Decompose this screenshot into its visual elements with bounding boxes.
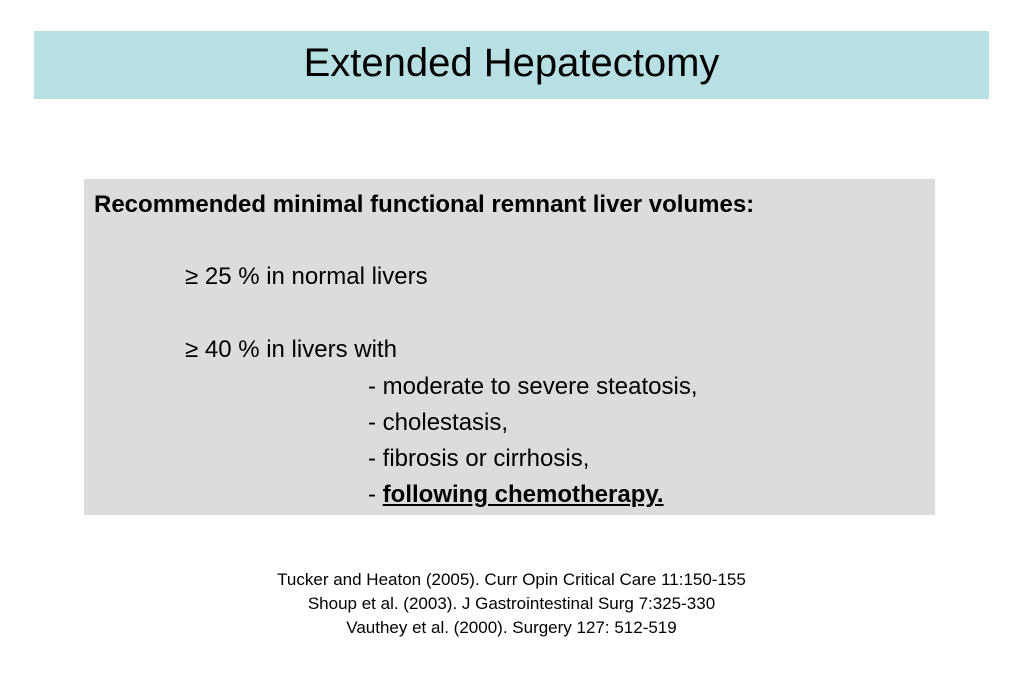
- condition-chemotherapy: [368, 483, 664, 507]
- title-bar: [34, 31, 989, 99]
- condition-steatosis: - moderate to severe steatosis,: [368, 373, 698, 400]
- recommendation-heading: Recommended minimal functional remnant liver volumes:: [94, 191, 755, 218]
- condition-chemotherapy-prefix: -: [368, 481, 383, 508]
- condition-fibrosis: - fibrosis or cirrhosis,: [368, 445, 590, 472]
- reference-item: Shoup et al. (2003). J Gastrointestinal Surg 7:325-330: [307, 594, 716, 613]
- condition-chemotherapy-emphasis: following chemotherapy.: [382, 481, 664, 508]
- criterion-normal-livers: ≥ 25 % in normal livers: [185, 263, 428, 290]
- references: [0, 568, 1023, 640]
- slide-title: Extended Hepatectomy: [303, 41, 720, 85]
- recommendation-box: [84, 179, 935, 515]
- criterion-diseased-livers: ≥ 40 % in livers with: [185, 336, 397, 363]
- reference-item: Vauthey et al. (2000). Surgery 127: 512-519: [346, 618, 677, 637]
- reference-item: Tucker and Heaton (2005). Curr Opin Critical Care 11:150-155: [277, 570, 746, 589]
- condition-cholestasis: - cholestasis,: [368, 409, 509, 436]
